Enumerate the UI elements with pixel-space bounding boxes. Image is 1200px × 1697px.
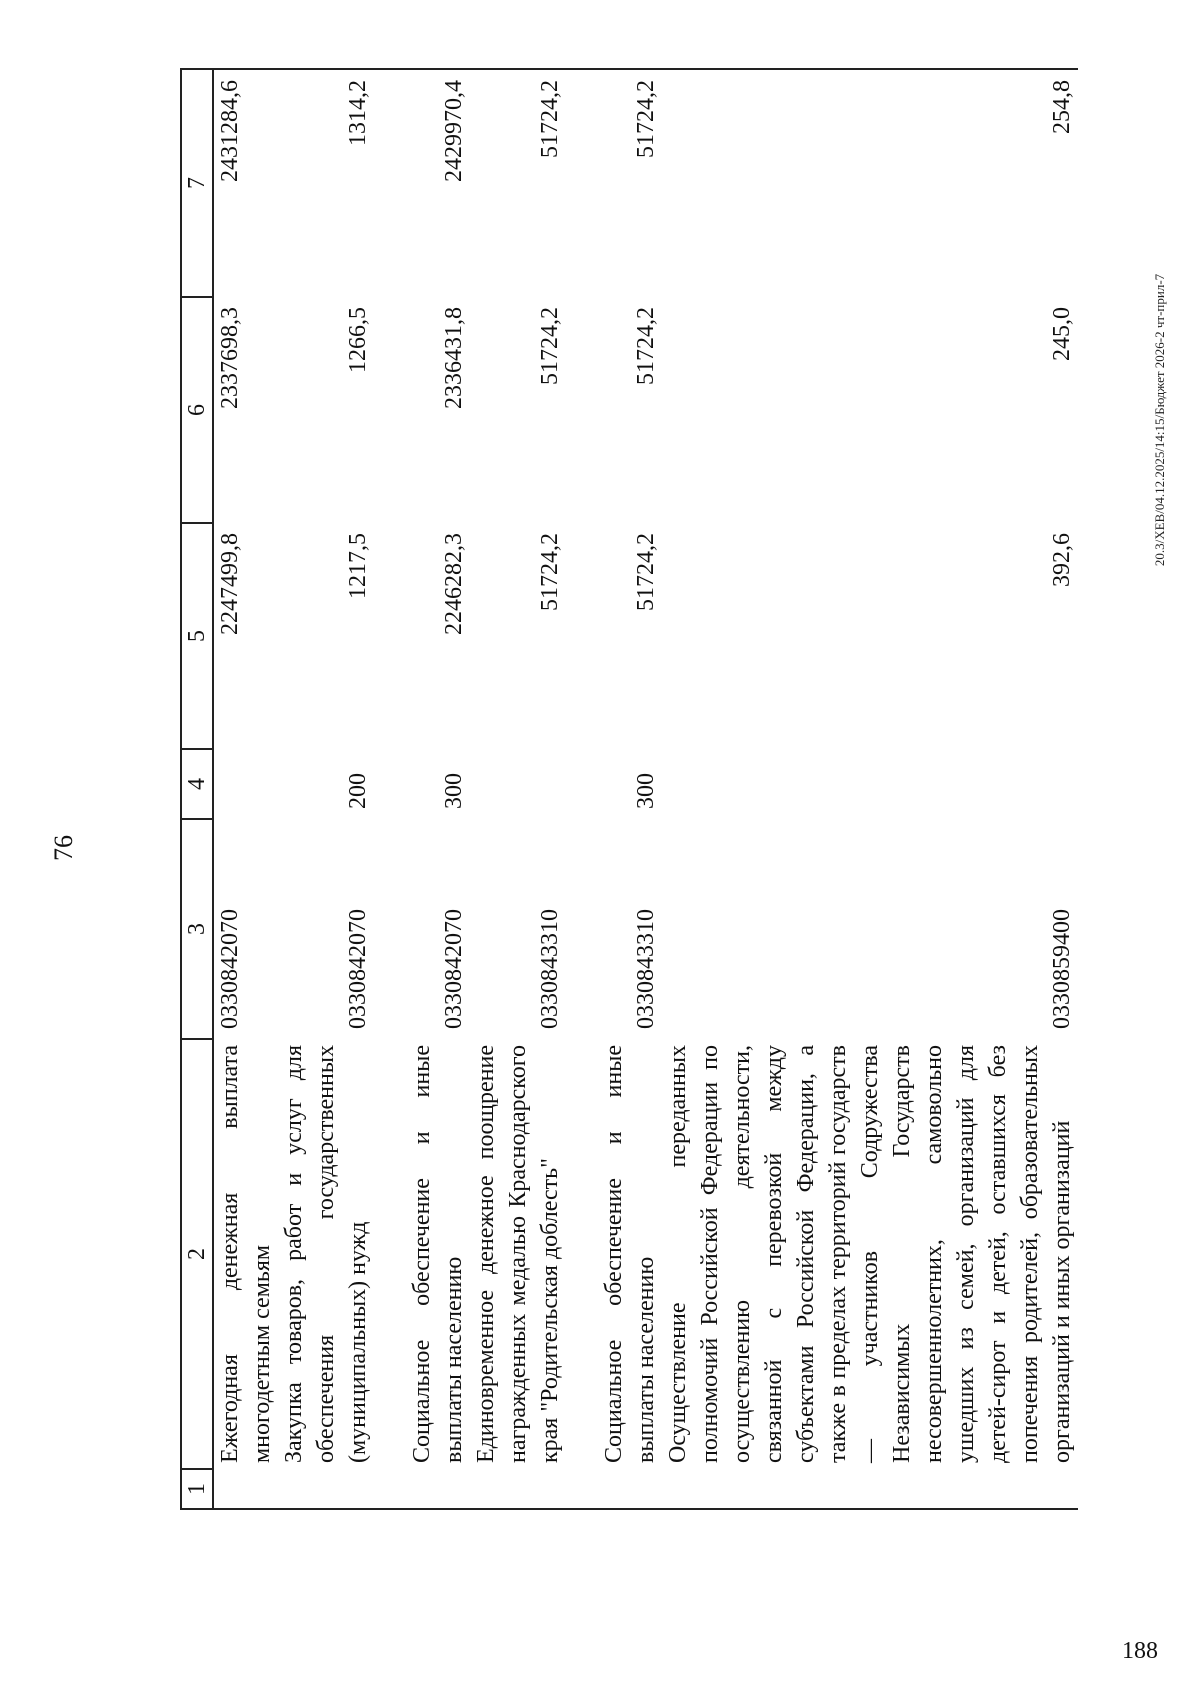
- cell-code: 0330843310: [633, 909, 659, 1029]
- header-col-5: 5: [181, 523, 213, 749]
- budget-table: [180, 68, 1078, 1510]
- table-row: [213, 69, 278, 1509]
- table-row: [662, 69, 1078, 1509]
- cell-value-6: 2336431,8: [441, 307, 467, 409]
- cell-value-5: 1217,5: [345, 533, 371, 599]
- cell-value-7: 2431284,6: [213, 69, 278, 297]
- cell-code: 0330842070: [345, 909, 371, 1029]
- cell-value-6: 2337698,3: [217, 307, 243, 409]
- cell-index: [213, 1469, 278, 1509]
- cell-kvr: [662, 749, 1078, 819]
- table-row: [566, 69, 662, 1509]
- table-row: [470, 69, 566, 1509]
- cell-value-5: 2246282,3: [441, 533, 467, 635]
- table-row: [374, 69, 470, 1509]
- table-row: [278, 69, 374, 1509]
- cell-name: Закупка товаров, работ и услуг для обеспечения государственных (муниципальных) нужд: [281, 1045, 371, 1463]
- page-number: 76: [49, 835, 78, 861]
- cell-value-7: 51724,2: [566, 69, 662, 297]
- cell-name: Осуществление переданных полномочий Российской Федерации по осуществлению деятельности, связанной с перевозкой между субъектами Российской Федерации, а также в пределах территорий государств — участников Содружества Независимых Государств несовершеннолетних, самовольно ушедших из семей, организаций для детей-сирот и детей, оставшихся без попечения родителей, образовательных организаций и иных организаций: [665, 1045, 1075, 1463]
- cell-name: Социальное обеспечение и иные выплаты населению: [409, 1045, 467, 1463]
- cell-code: 0330842070: [217, 909, 243, 1029]
- bottom-page-number: 188: [1122, 1638, 1158, 1664]
- cell-code: 0330859400: [1049, 909, 1075, 1029]
- cell-kvr: [470, 749, 566, 819]
- cell-value-7: 1314,2: [278, 69, 374, 297]
- cell-value-5: 51724,2: [633, 533, 659, 611]
- cell-value-7: 2429970,4: [374, 69, 470, 297]
- cell-value-6: 1266,5: [345, 307, 371, 373]
- cell-value-6: 245,0: [1049, 307, 1075, 361]
- cell-kvr: 300: [441, 773, 467, 809]
- header-col-7: 7: [181, 69, 213, 297]
- cell-name: Ежегодная денежная выплата многодетным семьям: [217, 1045, 275, 1463]
- cell-code: 0330842070: [441, 909, 467, 1029]
- cell-value-5: 392,6: [1049, 533, 1075, 587]
- cell-kvr: 300: [633, 773, 659, 809]
- cell-index: [662, 1469, 1078, 1509]
- budget-table-container: [180, 70, 1075, 1510]
- header-col-6: 6: [181, 297, 213, 523]
- document-stamp: 20.3/ХЕВ/04.12.2025/14:15/Бюджет 2026-2 чт-прил-7: [1152, 273, 1167, 567]
- cell-code: 0330843310: [537, 909, 563, 1029]
- cell-index: [278, 1469, 374, 1509]
- cell-value-6: 51724,2: [633, 307, 659, 385]
- cell-value-5: 51724,2: [537, 533, 563, 611]
- cell-index: [566, 1469, 662, 1509]
- header-col-4: 4: [181, 749, 213, 819]
- cell-value-7: 254,8: [662, 69, 1078, 297]
- cell-kvr: [213, 749, 278, 819]
- header-col-1: 1: [181, 1469, 213, 1509]
- cell-index: [470, 1469, 566, 1509]
- header-col-2: 2: [181, 1039, 213, 1469]
- cell-name: Единовременное денежное поощрение награжденных медалью Краснодарского края "Родительская доблесть": [473, 1045, 563, 1463]
- cell-value-6: 51724,2: [537, 307, 563, 385]
- table-header: [181, 69, 213, 1509]
- cell-value-7: 51724,2: [470, 69, 566, 297]
- header-col-3: 3: [181, 819, 213, 1039]
- cell-value-5: 2247499,8: [217, 533, 243, 635]
- cell-name: Социальное обеспечение и иные выплаты населению: [601, 1045, 659, 1463]
- cell-index: [374, 1469, 470, 1509]
- cell-kvr: 200: [345, 773, 371, 809]
